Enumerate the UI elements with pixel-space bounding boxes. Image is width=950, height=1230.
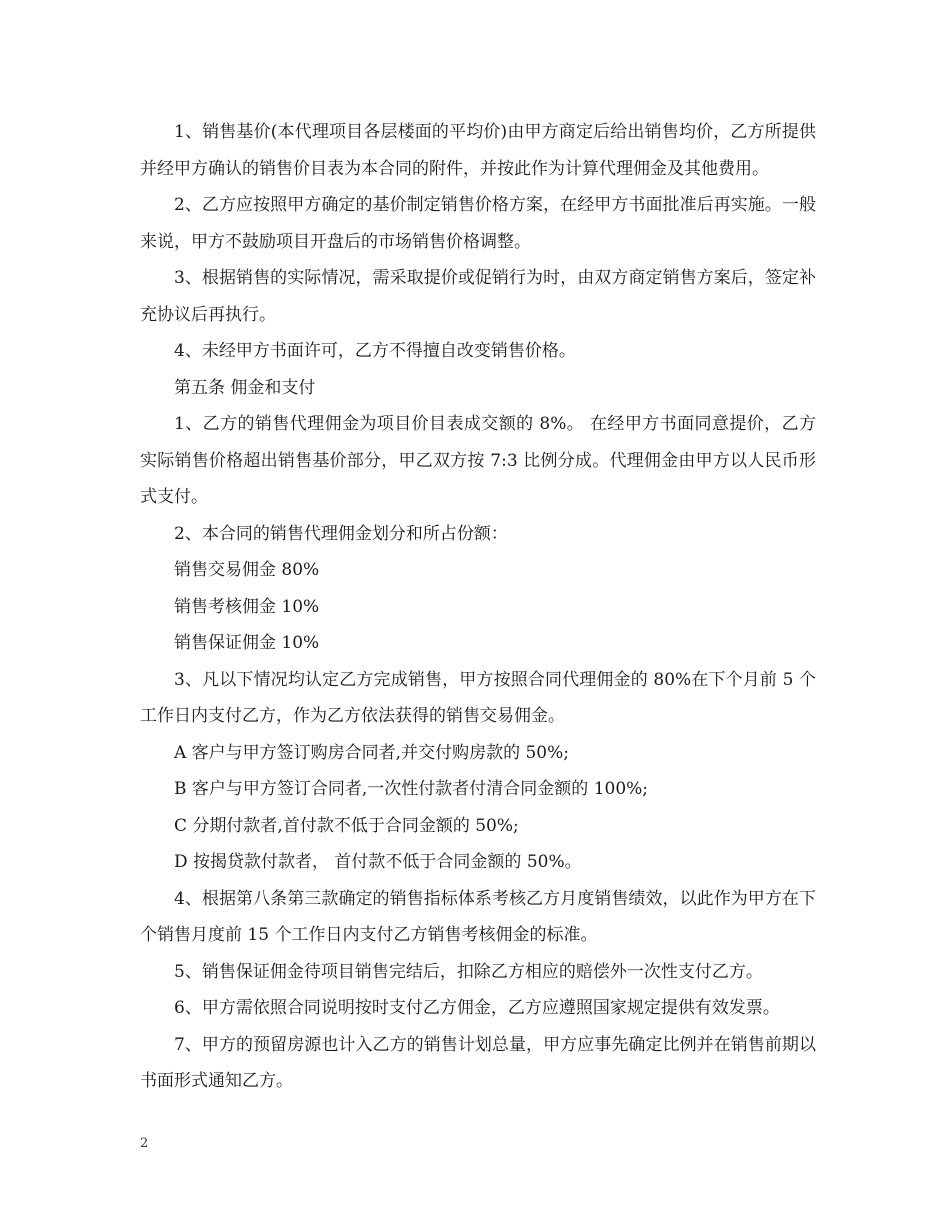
paragraph-guarantee-payment: 5、销售保证佣金待项目销售完结后，扣除乙方相应的赔偿外一次性支付乙方。 (174, 961, 763, 982)
paragraph-assessment: 4、根据第八条第三款确定的销售指标体系考核乙方月度销售绩效，以此作为甲方在下个销售月度前 15 个工作日内支付乙方销售考核佣金的标准。 (140, 888, 816, 945)
paragraph-commission-rate: 1、乙方的销售代理佣金为项目价目表成交额的 8%。 在经甲方书面同意提价，乙方实际销售价格超出销售基价部分，甲乙双方按 7:3 比例分成。代理佣金由甲方以人民币形式支付。 (140, 414, 816, 507)
section-heading-article-5: 第五条 佣金和支付 (174, 377, 316, 398)
list-item-condition-b: B 客户与甲方签订合同者,一次性付款者付清合同金额的 100%; (174, 779, 649, 799)
list-item-guarantee-commission: 销售保证佣金 10% (174, 633, 320, 653)
paragraph-commission-split: 2、本合同的销售代理佣金划分和所占份额： (174, 523, 508, 544)
paragraph-price-plan: 2、乙方应按照甲方确定的基价制定销售价格方案，在经甲方书面批准后再实施。一般来说，甲方不鼓励项目开盘后的市场销售价格调整。 (140, 195, 816, 252)
paragraph-invoice: 6、甲方需依照合同说明按时支付乙方佣金，乙方应遵照国家规定提供有效发票。 (174, 998, 780, 1018)
paragraph-price-base: 1、销售基价(本代理项目各层楼面的平均价)由甲方商定后给出销售均价，乙方所提供并经甲方确认的销售价目表为本合同的附件，并按此作为计算代理佣金及其他费用。 (140, 122, 816, 179)
paragraph-price-permission: 4、未经甲方书面许可，乙方不得擅自改变销售价格。 (174, 341, 576, 361)
list-item-transaction-commission: 销售交易佣金 80% (174, 560, 320, 580)
paragraph-price-adjust: 3、根据销售的实际情况，需采取提价或促销行为时，由双方商定销售方案后，签定补充协议后再执行。 (140, 268, 816, 325)
document-body (140, 114, 816, 1100)
list-item-assessment-commission: 销售考核佣金 10% (174, 596, 320, 617)
paragraph-reserved-units: 7、甲方的预留房源也计入乙方的销售计划总量，甲方应事先确定比例并在销售前期以书面形式通知乙方。 (140, 1034, 816, 1091)
list-item-condition-a: A 客户与甲方签订购房合同者,并交付购房款的 50%; (174, 742, 570, 763)
page-number: 2 (140, 1136, 149, 1151)
paragraph-sale-completion: 3、凡以下情况均认定乙方完成销售，甲方按照合同代理佣金的 80%在下个月前 5 个工作日内支付乙方，作为乙方依法获得的销售交易佣金。 (140, 669, 816, 726)
list-item-condition-d: D 按揭贷款付款者， 首付款不低于合同金额的 50%。 (174, 852, 582, 872)
list-item-condition-c: C 分期付款者,首付款不低于合同金额的 50%; (174, 815, 519, 836)
